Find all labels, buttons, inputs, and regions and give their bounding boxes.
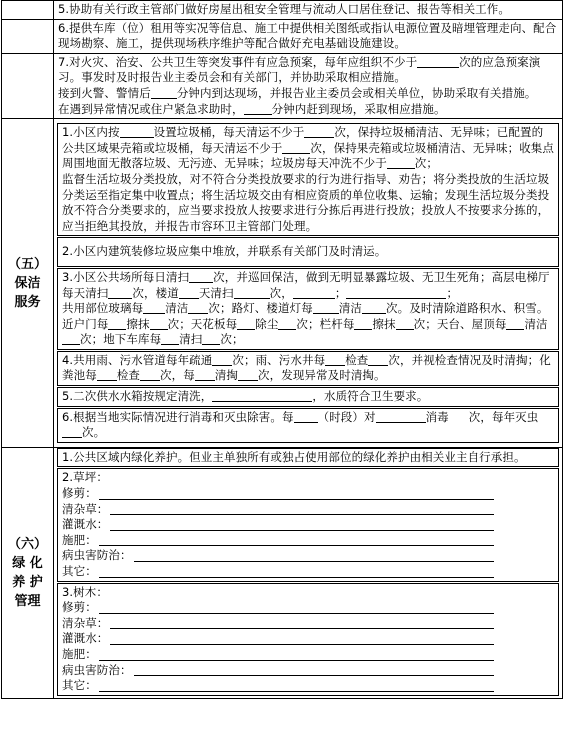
field-label: 病虫害防治： xyxy=(62,548,132,563)
item-7-text: 次的应急预案演习。事发时及时报告业主委员会和有关部门，并协助采取相应措施。 xyxy=(58,54,541,85)
text: 次，每 xyxy=(160,368,195,383)
text: 次；天花板每 xyxy=(167,316,238,331)
blank-field[interactable] xyxy=(376,410,426,423)
blank-field[interactable] xyxy=(506,317,524,330)
blank-field[interactable] xyxy=(212,389,312,402)
text: 消毒 xyxy=(425,409,449,424)
text: 2.小区内建筑装修垃圾应集中堆放，并联系有关部门及时清运。 xyxy=(62,244,387,259)
field-label: 其它： xyxy=(62,564,97,578)
section-label-line: 保洁 xyxy=(14,275,41,291)
text: 擦抹 xyxy=(126,316,150,331)
trees-title: 3.树木： xyxy=(62,584,108,599)
field-label: 清杂草： xyxy=(62,615,109,630)
blank-field[interactable] xyxy=(244,102,272,115)
blank-field[interactable] xyxy=(189,270,213,283)
cleaning-item-4 xyxy=(57,351,559,386)
field-label: 施肥： xyxy=(62,646,97,661)
blank-field[interactable] xyxy=(150,317,168,330)
blank-field[interactable] xyxy=(161,332,179,345)
text: 次，并巡回保洁，做到无明显暴露垃圾、无卫生死角；高层电梯厅每天清扫 xyxy=(62,269,550,300)
section-6-content xyxy=(54,447,563,698)
text: 次，保持垃圾桶清洁、无异味；已配置的公共区域果壳箱或垃圾桶，每天清运不少于 xyxy=(62,125,544,155)
section-label-line: （五） xyxy=(7,256,47,272)
blank-field[interactable] xyxy=(417,55,459,68)
section-6-row xyxy=(2,447,563,698)
blank-field[interactable] xyxy=(362,301,386,314)
empty-label-cell xyxy=(2,19,54,53)
text: 设置垃圾桶，每天清运不少于 xyxy=(153,125,305,140)
text: 次；地下车库每 xyxy=(80,332,162,347)
text: 次； xyxy=(414,156,438,171)
blank-field[interactable] xyxy=(62,332,80,345)
service-contract-table-page xyxy=(1,0,562,728)
section-label-line: 管理 xyxy=(14,593,41,609)
item-7-text: 在遇到异常情况或住户紧急求助时， xyxy=(58,101,244,116)
blank-field[interactable] xyxy=(120,125,154,138)
section-label-line: 服务 xyxy=(14,294,41,310)
text: 4.共用雨、污水管道每年疏通 xyxy=(62,352,213,367)
text: 清扫 xyxy=(179,332,203,347)
text: 次；路灯、楼道灯每 xyxy=(208,301,313,316)
item-7-text: 分钟内赶到现场，采取相应措施。 xyxy=(271,101,446,116)
blank-field[interactable] xyxy=(237,317,255,330)
blank-field[interactable] xyxy=(449,411,469,423)
text: 次；天台、屋顶每 xyxy=(413,316,507,331)
blank-field[interactable] xyxy=(368,353,388,366)
blank-field[interactable] xyxy=(108,286,132,299)
text: 清洁 xyxy=(338,301,363,316)
text: 次； xyxy=(220,332,244,347)
text: 除尘 xyxy=(255,316,279,331)
item-7-text: 接到火警、警情后 xyxy=(58,85,151,100)
table-row xyxy=(2,1,563,20)
blank-field[interactable] xyxy=(62,425,82,438)
text: 次，并视检查情况及时清掏；化粪池每 xyxy=(62,352,551,383)
text: 清洁 xyxy=(524,316,548,331)
text: 次，每年灭虫 xyxy=(468,409,539,424)
text: ，水质符合卫生要求。 xyxy=(312,389,429,404)
section-label-line: 绿 化 xyxy=(12,555,43,571)
item-5-cell xyxy=(54,1,563,20)
text: 次，保持果壳箱或垃圾桶清洁、无异味；收集点周围地面无散落垃圾、无污迹、无异味；垃圾房每天冲洗不少于 xyxy=(62,140,555,171)
text: （时段）对 xyxy=(317,409,376,424)
cleaning-item-2 xyxy=(57,237,559,267)
empty-label-cell xyxy=(2,1,54,20)
text: 6.根据当地实际情况进行消毒和灭虫除害。每 xyxy=(62,409,294,424)
blank-field[interactable] xyxy=(278,317,296,330)
item-7-text: 7.对火灾、治安、公共卫生等突发事件有应急预案，每年应组织不少于 xyxy=(58,54,418,69)
text: 3.小区公共场所每日清扫 xyxy=(62,269,190,284)
field-label: 修剪： xyxy=(62,486,97,501)
blank-field[interactable] xyxy=(202,332,220,345)
item-7-text: 分钟内到达现场，并报告业主委员会或相关单位，协助采取有关措施。 xyxy=(176,85,537,100)
blank-field[interactable] xyxy=(304,125,334,138)
lawn-pest-input[interactable] xyxy=(134,560,494,562)
lawn-weed-input[interactable] xyxy=(110,513,494,515)
text: 天清扫 xyxy=(198,285,234,300)
text: 1.公共区域内绿化养护。但业主单独所有或独占使用部位的绿化养护由相关业主自行承担。 xyxy=(62,449,526,464)
field-label: 灌溉水： xyxy=(62,631,109,646)
text: 擦抹 xyxy=(372,316,396,331)
trees-water-input[interactable] xyxy=(110,643,494,645)
text: 近户门每 xyxy=(62,316,109,331)
blank-field[interactable] xyxy=(143,301,165,314)
blank-field[interactable] xyxy=(140,368,160,381)
trees-trim-input[interactable] xyxy=(99,612,494,614)
blank-field[interactable] xyxy=(179,286,199,299)
service-table xyxy=(1,0,563,699)
trees-weed-input[interactable] xyxy=(110,627,494,629)
section-5-label xyxy=(2,119,54,448)
field-label: 灌溉水： xyxy=(62,517,109,532)
blank-field[interactable] xyxy=(293,286,335,299)
lawn-title: 2.草坪： xyxy=(62,470,108,485)
field-label: 病虫害防治： xyxy=(62,662,132,677)
item-7-cell xyxy=(54,53,563,118)
blank-field[interactable] xyxy=(212,353,232,366)
cleaning-item-6 xyxy=(57,408,559,443)
text: 检查 xyxy=(345,352,369,367)
text: 次，发现异常及时清掏。 xyxy=(258,368,386,383)
cleaning-item-3 xyxy=(57,268,559,350)
text: ； xyxy=(446,285,459,300)
lawn-water-input[interactable] xyxy=(110,529,494,531)
blank-field[interactable] xyxy=(396,317,414,330)
lawn-other-input[interactable] xyxy=(99,576,494,578)
lawn-trim-input[interactable] xyxy=(99,498,494,500)
text: 次。 xyxy=(82,425,106,440)
trees-fertilize-input[interactable] xyxy=(99,659,494,661)
text: 次；栏杆每 xyxy=(296,316,355,331)
section-5-content xyxy=(54,119,563,448)
field-label: 其它： xyxy=(62,678,97,693)
cleaning-item-1 xyxy=(57,123,559,236)
text: 次，楼道 xyxy=(132,285,179,300)
blank-field[interactable] xyxy=(238,368,258,381)
blank-field[interactable] xyxy=(313,301,339,314)
lawn-fertilize-input[interactable] xyxy=(99,544,494,546)
section-5-row xyxy=(2,119,563,448)
empty-label-cell xyxy=(2,53,54,118)
trees-other-input[interactable] xyxy=(99,690,494,692)
table-row xyxy=(2,19,563,53)
blank-field[interactable] xyxy=(346,286,446,299)
text: 清洁 xyxy=(165,301,189,316)
blank-field[interactable] xyxy=(325,353,345,366)
text: 次， xyxy=(269,285,293,300)
greening-item-2-lawn xyxy=(57,468,559,581)
text: 共用部位玻璃每 xyxy=(62,301,144,316)
text: 监督生活垃圾分类投放，对不符合分类投放要求的行为进行指导、劝告；将分类投放的生活垃圾分类运至指定集中收置点；将生活垃圾交由有相应资质的单位收集、运输；发现生活垃圾分类投放不符合分类要求的，应当要求投放人按要求进行分拣后再进行投放；投放人不按要求分拣的，应当拒绝其投放，并报告市容环卫主管部门处理。 xyxy=(62,171,550,233)
section-6-label xyxy=(2,447,54,698)
blank-field[interactable] xyxy=(387,156,415,169)
text: 次；雨、污水井每 xyxy=(232,352,326,367)
text: 5.二次供水水箱按规定清洗， xyxy=(62,389,213,404)
blank-field[interactable] xyxy=(294,410,318,423)
text: ； xyxy=(334,285,347,300)
trees-pest-input[interactable] xyxy=(134,674,494,676)
blank-field[interactable] xyxy=(151,86,177,99)
cleaning-item-5 xyxy=(57,387,559,407)
item-5-text: 5.协助有关行政主管部门做好房屋出租安全管理与流动人口居住登记、报告等相关工作。 xyxy=(58,2,510,16)
blank-field[interactable] xyxy=(188,301,208,314)
field-label: 修剪： xyxy=(62,600,97,615)
blank-field[interactable] xyxy=(97,368,117,381)
section-label-line: （六） xyxy=(7,536,47,552)
text: 检查 xyxy=(116,368,141,383)
item-6-text: 6.提供车库（位）租用等实况等信息、施工中提供相关图纸或指认电源位置及暗埋管理走向、配合现场勘察、施工，提供现场秩序维护等配合做好充电基础设施建设。 xyxy=(58,20,557,51)
blank-field[interactable] xyxy=(108,317,126,330)
blank-field[interactable] xyxy=(354,317,372,330)
blank-field[interactable] xyxy=(282,141,310,154)
table-row xyxy=(2,53,563,118)
field-label: 施肥： xyxy=(62,532,97,547)
section-label-line: 养 护 xyxy=(12,574,43,590)
text: 清掏 xyxy=(214,368,239,383)
blank-field[interactable] xyxy=(195,368,215,381)
greening-item-1 xyxy=(57,448,559,468)
item-6-cell xyxy=(54,19,563,53)
field-label: 清杂草： xyxy=(62,501,109,516)
text: 1.小区内按 xyxy=(62,125,120,140)
greening-item-3-trees xyxy=(57,583,559,696)
blank-field[interactable] xyxy=(234,286,270,299)
text: 次。及时清除道路积水、积雪。 xyxy=(386,301,549,316)
